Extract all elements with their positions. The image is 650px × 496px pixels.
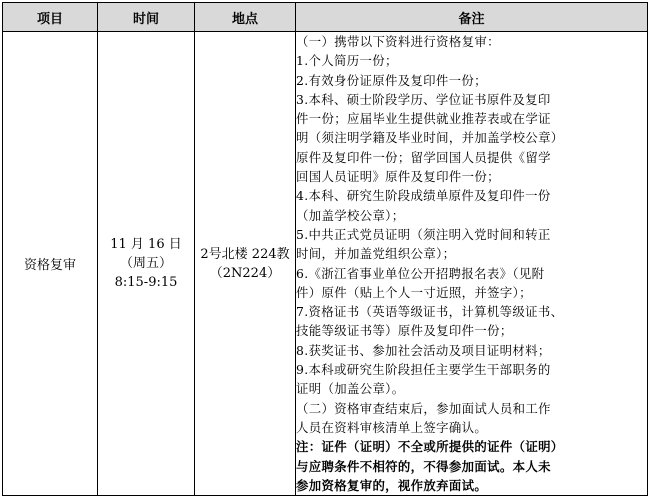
notes-cell bbox=[296, 32, 648, 496]
location-cell bbox=[195, 32, 296, 496]
time-cell bbox=[98, 32, 195, 496]
notes-line: 回国人员证明》原件及复印件一份； bbox=[296, 169, 500, 185]
notes-line: 明（须注明学籍及毕业时间，并加盖学校公章） bbox=[296, 130, 564, 146]
notes-line: 人员在资料审核清单上签字确认。 bbox=[296, 419, 488, 435]
notes-line: 件）原件（贴上个人一寸近照，并签字）； bbox=[296, 284, 532, 300]
notes-text bbox=[296, 32, 647, 495]
notes-line: 4.本科、研究生阶段成绩单原件及复印件一份 bbox=[296, 188, 551, 204]
time-weekday: （周五） bbox=[119, 256, 172, 272]
header-item: 项目 bbox=[3, 3, 98, 32]
notes-line: 7.资格证书（英语等级证书，计算机等级证书、 bbox=[296, 304, 564, 320]
notes-warning-line: 与应聘条件不相符的，不得参加面试。本人未 bbox=[296, 458, 551, 474]
location-building: 2号北楼 224教 bbox=[200, 246, 290, 262]
notes-line: 技能等级证书等）原件及复印件一份； bbox=[296, 323, 513, 339]
notes-line: 原件及复印件一份；留学回国人员提供《留学 bbox=[296, 149, 551, 165]
notes-line: （加盖学校公章）； bbox=[296, 207, 405, 223]
notes-line: 1.个人简历一份； bbox=[296, 53, 398, 69]
notes-line: （一）携带以下资料进行资格复审： bbox=[296, 34, 500, 49]
header-row bbox=[3, 3, 648, 32]
item-cell bbox=[3, 32, 98, 496]
notes-warning-line: 参加资格复审的，视作放弃面试。 bbox=[296, 477, 488, 493]
notes-line: 9.本科或研究生阶段担任主要学生干部职务的 bbox=[296, 362, 551, 378]
item-text: 资格复审 bbox=[23, 258, 76, 274]
notes-line: 2.有效身份证原件及复印件一份； bbox=[296, 72, 487, 88]
header-time: 时间 bbox=[98, 3, 195, 32]
header-notes: 备注 bbox=[296, 3, 648, 32]
schedule-table bbox=[2, 2, 648, 496]
location-code: （2N224） bbox=[209, 265, 281, 281]
notes-line: 证明（加盖公章）。 bbox=[296, 381, 405, 397]
notes-line: 3.本科、硕士阶段学历、学位证书原件及复印 bbox=[296, 91, 551, 107]
time-range: 8:15-9:15 bbox=[114, 275, 178, 291]
notes-warning-line: 注：证件（证明）不全或所提供的证件（证明） bbox=[296, 439, 564, 455]
notes-line: 8.获奖证书、参加社会活动及项目证明材料； bbox=[296, 342, 551, 358]
table-row bbox=[3, 32, 648, 496]
header-location: 地点 bbox=[195, 3, 296, 32]
notes-line: （二）资格审查结束后，参加面试人员和工作 bbox=[296, 400, 551, 416]
notes-line: 件一份；应届毕业生提供就业推荐表或在学证 bbox=[296, 111, 551, 127]
notes-line: 时间，并加盖党组织公章）； bbox=[296, 246, 456, 262]
notes-line: 6.《浙江省事业单位公开招聘报名表》（见附 bbox=[296, 265, 545, 281]
notes-line: 5.中共正式党员证明（须注明入党时间和转正 bbox=[296, 226, 551, 242]
time-date: 11 月 16 日 bbox=[110, 237, 182, 253]
